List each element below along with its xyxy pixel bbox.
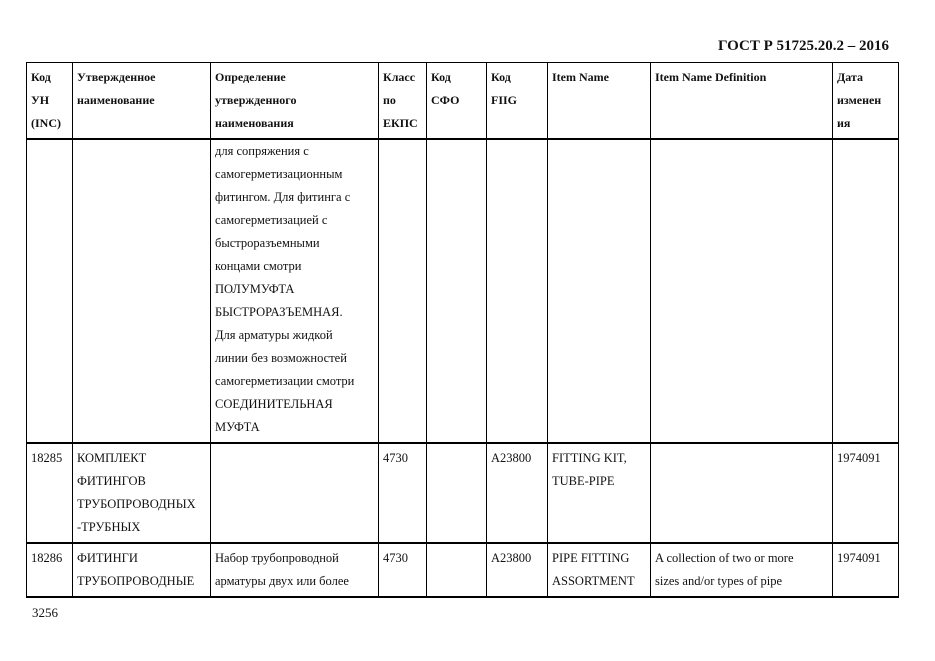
cell-item-definition [651, 139, 833, 443]
column-header-definition: Определение утвержденного наименования [211, 63, 379, 140]
column-header-fiig: Код FIIG [487, 63, 548, 140]
cell-class: 4730 [379, 443, 427, 543]
table-row [27, 139, 899, 443]
cell-approved-name [73, 139, 211, 443]
column-header-inc: Код УН (INC) [27, 63, 73, 140]
cell-approved-name: ФИТИНГИ ТРУБОПРОВОДНЫЕ [73, 543, 211, 597]
column-header-item-definition: Item Name Definition [651, 63, 833, 140]
table-row [27, 543, 899, 597]
cell-definition [211, 443, 379, 543]
cell-item-name [548, 139, 651, 443]
cell-fiig: A23800 [487, 443, 548, 543]
cell-change-date: 1974091 [833, 443, 899, 543]
column-header-class: Класс по ЕКПС [379, 63, 427, 140]
cell-fiig [487, 139, 548, 443]
page-number: 3256 [32, 605, 58, 620]
cell-change-date: 1974091 [833, 543, 899, 597]
cell-fiig: A23800 [487, 543, 548, 597]
cell-item-definition: A collection of two or more sizes and/or types of pipe [651, 543, 833, 597]
table-header-row [27, 63, 899, 140]
column-header-change-date: Дата изменен ия [833, 63, 899, 140]
cell-item-name: PIPE FITTING ASSORTMENT [548, 543, 651, 597]
cell-sfo [427, 139, 487, 443]
cell-definition: для сопряжения с самогерметизационным фитингом. Для фитинга с самогерметизацией с быстроразъемными концами смотри ПОЛУМУФТА БЫСТРОРАЗЪЕМНАЯ. Для арматуры жидкой линии без возможностей самогерметизации смотри СОЕДИНИТЕЛЬНАЯ МУФТА [211, 139, 379, 443]
cell-inc: 18285 [27, 443, 73, 543]
cell-definition: Набор трубопроводной арматуры двух или более [211, 543, 379, 597]
catalog-table [26, 62, 899, 598]
cell-item-definition [651, 443, 833, 543]
cell-sfo [427, 443, 487, 543]
cell-sfo [427, 543, 487, 597]
cell-inc: 18286 [27, 543, 73, 597]
table-row [27, 443, 899, 543]
column-header-item-name: Item Name [548, 63, 651, 140]
column-header-approved-name: Утвержденное наименование [73, 63, 211, 140]
cell-approved-name: КОМПЛЕКТ ФИТИНГОВ ТРУБОПРОВОДНЫХ -ТРУБНЫХ [73, 443, 211, 543]
cell-class: 4730 [379, 543, 427, 597]
cell-change-date [833, 139, 899, 443]
document-standard-header: ГОСТ Р 51725.20.2 – 2016 [717, 38, 889, 54]
cell-item-name: FITTING KIT, TUBE-PIPE [548, 443, 651, 543]
cell-inc [27, 139, 73, 443]
cell-class [379, 139, 427, 443]
column-header-sfo: Код СФО [427, 63, 487, 140]
